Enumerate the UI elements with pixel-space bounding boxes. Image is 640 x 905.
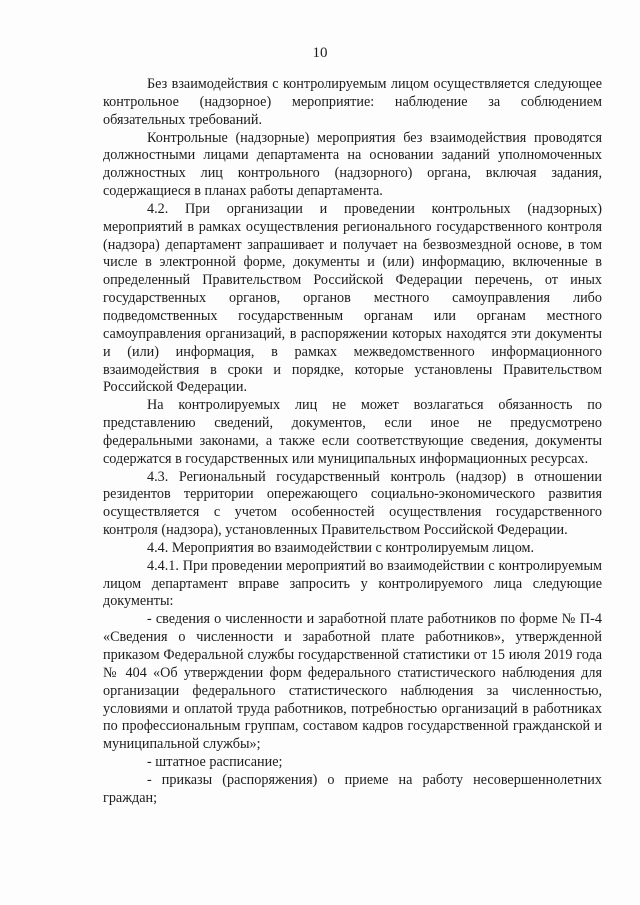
paragraph-observation: Без взаимодействия с контролируемым лицом осуществляется следующее контрольное (надзорное) мероприятие: наблюдение за соблюдением обязательных требований. — [103, 76, 602, 128]
document-body — [103, 76, 602, 808]
paragraph-control-measures: Контрольные (надзорные) мероприятия без взаимодействия проводятся должностными лицами департамента на основании заданий уполномоченных должностных лиц контрольного (надзорного) органа, включая задания, содержащиеся в планах работы департамента. — [103, 129, 602, 200]
page-number: 10 — [312, 45, 328, 61]
list-item-p4-form: - сведения о численности и заработной плате работников по форме № П-4 «Сведения о численности и заработной плате работников», утвержденной приказом Федеральной службы государственной статистики от 15 июля 2019 года № 404 «Об утверждении форм федерального статистического наблюдения для организации федерального статистического наблюдения за численностью, условиями и оплатой труда работников, потребностью организаций в работниках по профессиональным группам, составом кадров государственной гражданской и муниципальной службы»; — [103, 611, 602, 753]
paragraph-4-4: 4.4. Мероприятия во взаимодействии с контролируемым лицом. — [147, 539, 535, 556]
paragraph-4-4-1: 4.4.1. При проведении мероприятий во взаимодействии с контролируемым лицом департамент вправе запросить у контролируемого лица следующие документы: — [103, 557, 602, 610]
paragraph-no-obligation: На контролируемых лиц не может возлагаться обязанность по представлению сведений, документов, если иное не предусмотрено федеральными законами, а также если соответствующие сведения, документы содержатся в государственных или муниципальных информационных ресурсах. — [103, 397, 602, 467]
paragraph-4-3: 4.3. Региональный государственный контроль (надзор) в отношении резидентов территории опережающего социально-экономического развития осуществляется с учетом особенностей осуществления государственного контроля (надзора), установленных Правительством Российской Федерации. — [103, 468, 602, 539]
list-item-staff-schedule: - штатное расписание; — [147, 754, 283, 771]
paragraph-4-2: 4.2. При организации и проведении контрольных (надзорных) мероприятий в рамках осуществления регионального государственного контроля (надзора) департамент запрашивает и получает на безвозмездной основе, в том числе в электронной форме, документы и (или) информацию, включенные в определенный Правительством Российской Федерации перечень, от иных государственных органов, органов местного самоуправления либо подведомственных государственным органам или органам местного самоуправления организаций, в распоряжении которых находятся эти документы и (или) информация, в рамках межведомственного информационного взаимодействия в сроки и порядке, которые установлены Правительством Российской Федерации. — [103, 200, 602, 396]
list-item-minor-hiring-orders: - приказы (распоряжения) о приеме на работу несовершеннолетних граждан; — [103, 771, 602, 806]
